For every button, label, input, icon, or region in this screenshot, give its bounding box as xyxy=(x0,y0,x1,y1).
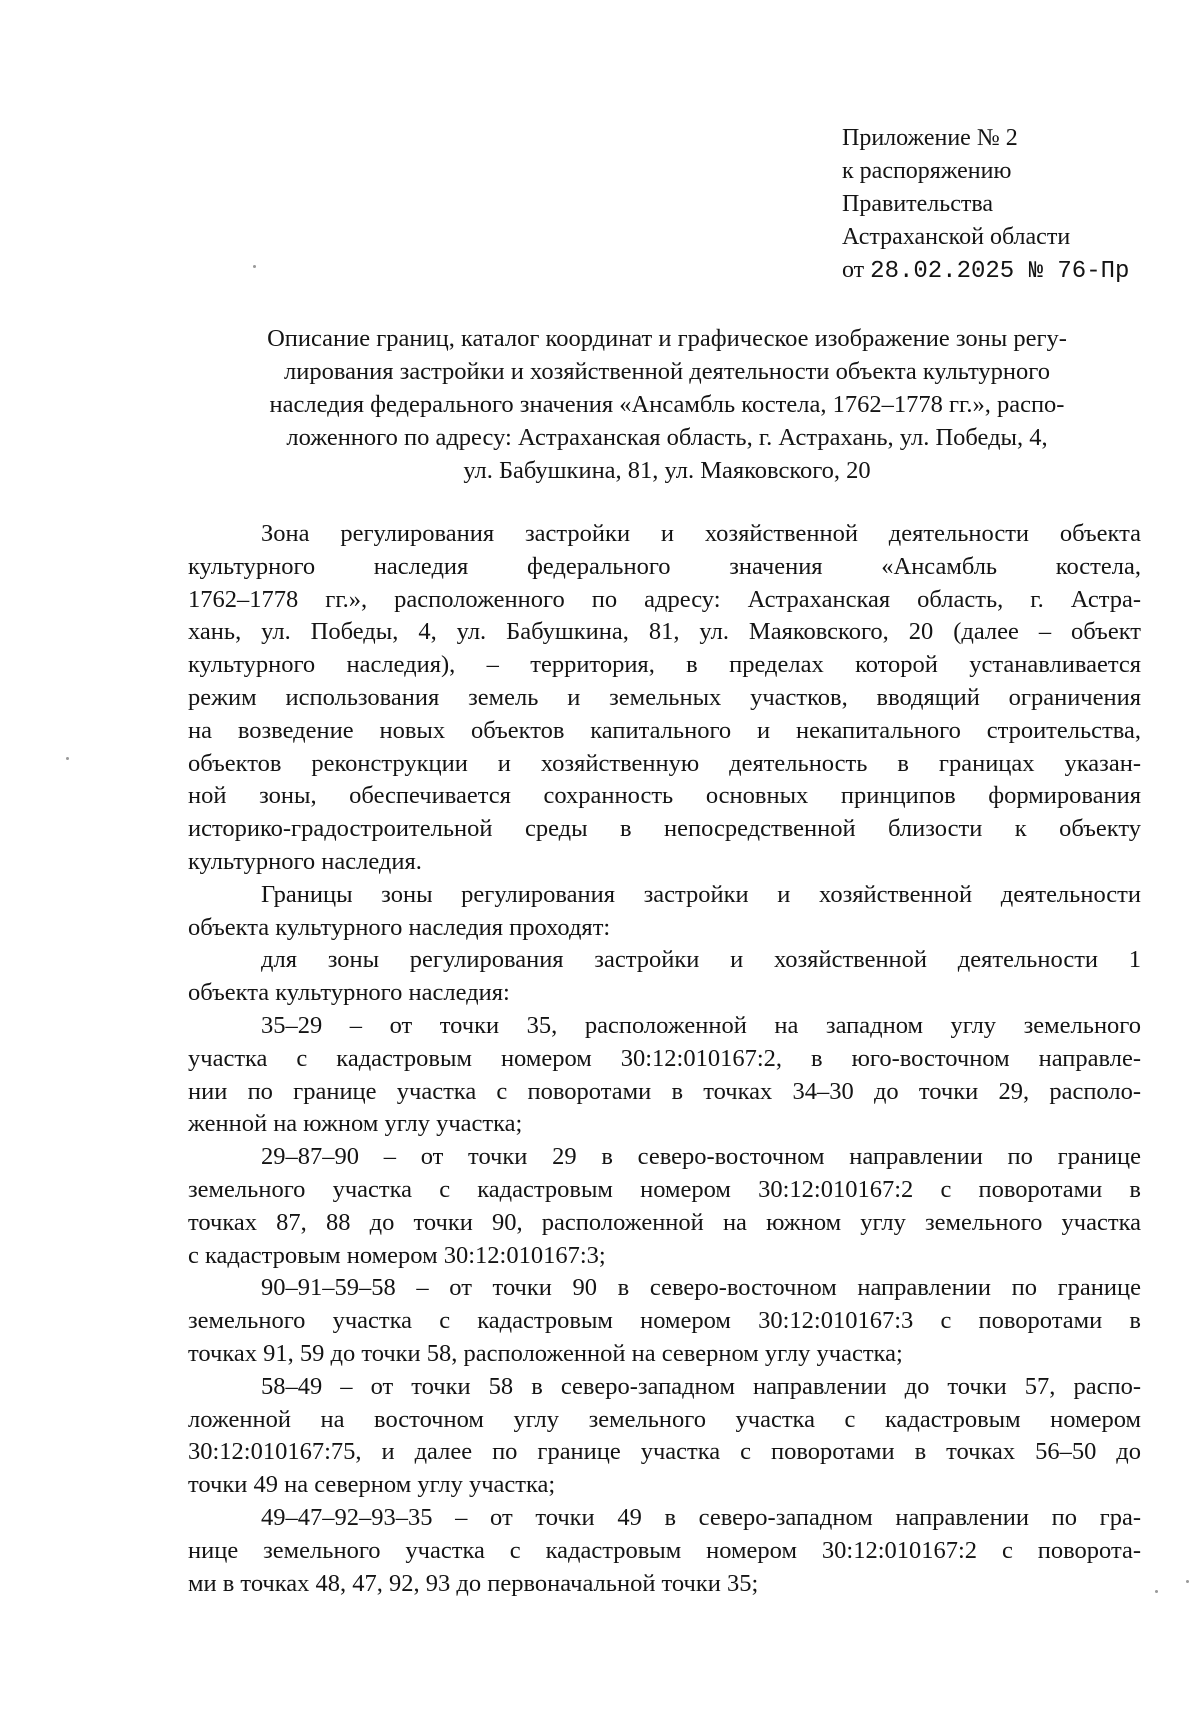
appendix-number: Приложение № 2 xyxy=(842,125,1018,151)
text-line: 30:12:010167:75, и далее по границе участка с поворотами в точках 56–50 до xyxy=(188,1438,1141,1466)
text-line: культурного наследия), – территория, в пределах которой устанавливается xyxy=(188,651,1141,679)
text-line: 29–87–90 – от точки 29 в северо-восточном направлении по границе xyxy=(261,1143,1141,1171)
scan-speck xyxy=(66,757,69,760)
text-line: ложенной на восточном углу земельного участка с кадастровым номером xyxy=(188,1405,1141,1433)
text-line: объекта культурного наследия: xyxy=(188,979,510,1007)
text-line: 49–47–92–93–35 – от точки 49 в северо-западном направлении по гра- xyxy=(261,1503,1141,1531)
paragraph-zone-definition xyxy=(188,518,1141,879)
scan-speck xyxy=(1155,1590,1158,1593)
text-line: точки 49 на северном углу участка; xyxy=(188,1471,556,1499)
text-line: женной на южном углу участка; xyxy=(188,1110,523,1138)
text-line: нице земельного участка с кадастровым номером 30:12:010167:2 с поворота- xyxy=(188,1536,1141,1564)
text-line: 1762–1778 гг.», расположенного по адресу: Астраханская область, г. Астра- xyxy=(188,585,1141,613)
paragraph-zone-1 xyxy=(188,944,1141,1010)
scan-speck xyxy=(253,265,256,268)
appendix-region: Астраханской области xyxy=(842,224,1071,250)
paragraph-segment-90-91-59-58 xyxy=(188,1272,1141,1370)
paragraph-segment-35-29 xyxy=(188,1010,1141,1141)
text-line: ной зоны, обеспечивается сохранность основных принципов формирования xyxy=(188,782,1141,810)
text-line: 58–49 – от точки 58 в северо-западном направлении до точки 57, распо- xyxy=(261,1372,1141,1400)
text-line: хань, ул. Победы, 4, ул. Бабушкина, 81, ул. Маяковского, 20 (далее – объект xyxy=(188,618,1141,646)
text-line: режим использования земель и земельных участков, вводящий ограничения xyxy=(188,683,1141,711)
text-line: земельного участка с кадастровым номером 30:12:010167:2 с поворотами в xyxy=(188,1175,1141,1203)
appendix-date-line xyxy=(842,254,1129,288)
title-line: наследия федерального значения «Ансамбль костела, 1762–1778 гг.», распо- xyxy=(269,391,1065,418)
text-line: для зоны регулирования застройки и хозяйственной деятельности 1 xyxy=(261,946,1141,974)
text-line: 35–29 – от точки 35, расположенной на западном углу земельного xyxy=(261,1011,1141,1039)
text-line: нии по границе участка с поворотами в точках 34–30 до точки 29, располо- xyxy=(188,1077,1141,1105)
text-line: объектов реконструкции и хозяйственную деятельность в границах указан- xyxy=(188,749,1141,777)
title-line: ложенного по адресу: Астраханская область, г. Астрахань, ул. Победы, 4, xyxy=(286,424,1048,451)
document-title xyxy=(190,322,1144,487)
text-line: Зона регулирования застройки и хозяйственной деятельности объекта xyxy=(261,520,1141,547)
text-line: культурного наследия федерального значения «Ансамбль костела, xyxy=(188,552,1141,580)
appendix-header xyxy=(842,122,1129,288)
text-line: точках 87, 88 до точки 90, расположенной на южном углу земельного участка xyxy=(188,1208,1141,1236)
text-line: с кадастровым номером 30:12:010167:3; xyxy=(188,1241,606,1269)
text-line: участка с кадастровым номером 30:12:010167:2, в юго-восточном направле- xyxy=(188,1044,1141,1072)
text-line: на возведение новых объектов капитального и некапитального строительства, xyxy=(188,716,1141,744)
text-line: историко-градостроительной среды в непосредственной близости к объекту xyxy=(188,815,1141,843)
text-line: земельного участка с кадастровым номером 30:12:010167:3 с поворотами в xyxy=(188,1307,1141,1335)
appendix-to-order: к распоряжению xyxy=(842,158,1012,184)
document-body xyxy=(188,518,1141,1600)
title-line: ул. Бабушкина, 81, ул. Маяковского, 20 xyxy=(463,457,871,484)
text-line: Границы зоны регулирования застройки и хозяйственной деятельности xyxy=(261,880,1141,908)
order-date-number: 28.02.2025 № 76-Пр xyxy=(870,258,1130,285)
text-line: точках 91, 59 до точки 58, расположенной на северном углу участка; xyxy=(188,1339,903,1367)
paragraph-segment-29-87-90 xyxy=(188,1141,1141,1272)
date-prefix: от xyxy=(842,257,871,283)
title-line: лирования застройки и хозяйственной деятельности объекта культурного xyxy=(284,358,1050,385)
scan-speck xyxy=(1186,1580,1189,1583)
appendix-government: Правительства xyxy=(842,191,994,217)
title-line: Описание границ, каталог координат и графическое изображение зоны регу- xyxy=(267,325,1067,352)
paragraph-boundaries-intro xyxy=(188,879,1141,945)
paragraph-segment-58-49 xyxy=(188,1371,1141,1502)
text-line: объекта культурного наследия проходят: xyxy=(188,913,611,941)
text-line: 90–91–59–58 – от точки 90 в северо-восточном направлении по границе xyxy=(261,1274,1141,1302)
text-line: культурного наследия. xyxy=(188,847,422,875)
paragraph-segment-49-47-92-93-35 xyxy=(188,1502,1141,1600)
text-line: ми в точках 48, 47, 92, 93 до первоначальной точки 35; xyxy=(188,1569,759,1597)
